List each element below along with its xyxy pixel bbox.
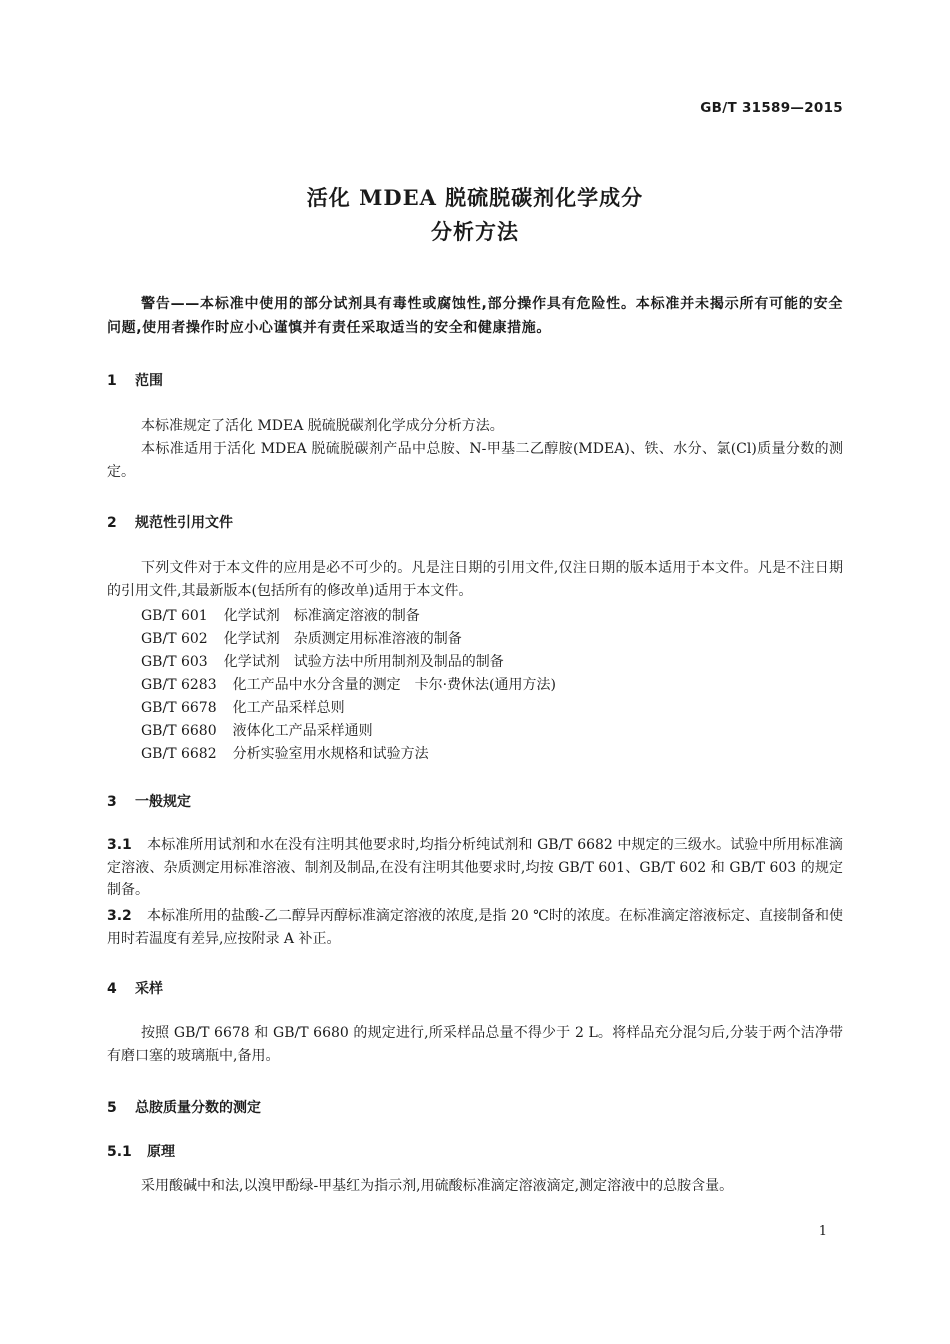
warning-paragraph: 警告——本标准中使用的部分试剂具有毒性或腐蚀性,部分操作具有危险性。本标准并未揭示所有可能的安全问题,使用者操作时应小心谨慎并有责任采取适当的安全和健康措施。	[107, 296, 843, 336]
reference-title: 化学试剂 标准滴定溶液的制备	[223, 608, 420, 624]
reference-code: GB/T 601	[141, 608, 208, 624]
clause-text: 本标准所用试剂和水在没有注明其他要求时,均指分析纯试剂和 GB/T 6682 中规定的三级水。试验中所用标准滴定溶液、杂质测定用标准溶液、制剂及制品,在没有注明其他要求时,均按 GB/T 601、GB/T 602 和 GB/T 603 的规定制备。	[107, 837, 843, 898]
section-number: 1	[107, 373, 117, 389]
document-title: 活化 MDEA 脱硫脱碳剂化学成分	[306, 185, 644, 210]
reference-title: 化学试剂 杂质测定用标准溶液的制备	[223, 631, 462, 647]
standard-code: GB/T 31589—2015	[700, 100, 843, 116]
reference-title: 化学试剂 试验方法中所用制剂及制品的制备	[223, 654, 504, 670]
section-number: 2	[107, 515, 117, 531]
reference-code: GB/T 6680	[141, 723, 217, 739]
section-title: 一般规定	[135, 794, 191, 810]
reference-title: 分析实验室用水规格和试验方法	[232, 746, 429, 762]
subsection-heading-5-1	[107, 1141, 175, 1161]
reference-title: 化工产品采样总则	[232, 700, 345, 716]
section-title: 范围	[135, 373, 163, 389]
reference-item	[141, 651, 504, 671]
clause-number: 3.1	[107, 837, 132, 853]
clause-3-1	[107, 834, 843, 902]
reference-title: 化工产品中水分含量的测定 卡尔·费休法(通用方法)	[232, 677, 556, 693]
section-heading-5	[107, 1097, 261, 1117]
paragraph: 本标准适用于活化 MDEA 脱硫脱碳剂产品中总胺、N-甲基二乙醇胺(MDEA)、铁、水分、氯(Cl)质量分数的测定。	[107, 441, 843, 480]
section-title: 采样	[135, 981, 163, 997]
reference-item	[141, 743, 429, 763]
reference-title: 液体化工产品采样通则	[232, 723, 373, 739]
reference-item	[141, 697, 345, 717]
reference-item	[141, 720, 373, 740]
section-number: 5	[107, 1100, 117, 1116]
subsection-number: 5.1	[107, 1144, 132, 1160]
section-title: 总胺质量分数的测定	[135, 1100, 261, 1116]
clause-3-2	[107, 905, 843, 950]
reference-code: GB/T 602	[141, 631, 208, 647]
section-heading-4	[107, 978, 163, 998]
reference-item	[141, 674, 556, 694]
subsection-title: 原理	[147, 1144, 175, 1160]
reference-code: GB/T 6682	[141, 746, 217, 762]
reference-code: GB/T 6283	[141, 677, 217, 693]
reference-code: GB/T 603	[141, 654, 208, 670]
reference-item	[141, 605, 420, 625]
document-title-line2: 分析方法	[431, 219, 519, 244]
section-heading-3	[107, 791, 191, 811]
section-title: 规范性引用文件	[135, 515, 233, 531]
clause-text: 本标准所用的盐酸-乙二醇异丙醇标准滴定溶液的浓度,是指 20 ℃时的浓度。在标准滴定溶液标定、直接制备和使用时若温度有差异,应按附录 A 补正。	[107, 908, 843, 947]
section-heading-1	[107, 370, 163, 390]
paragraph: 采用酸碱中和法,以溴甲酚绿-甲基红为指示剂,用硫酸标准滴定溶液滴定,测定溶液中的总胺含量。	[141, 1178, 734, 1194]
paragraph: 本标准规定了活化 MDEA 脱硫脱碳剂化学成分分析方法。	[141, 418, 504, 434]
clause-number: 3.2	[107, 908, 132, 924]
page-number: 1	[818, 1224, 827, 1239]
paragraph: 按照 GB/T 6678 和 GB/T 6680 的规定进行,所采样品总量不得少于 2 L。将样品充分混匀后,分装于两个洁净带有磨口塞的玻璃瓶中,备用。	[107, 1025, 843, 1064]
reference-code: GB/T 6678	[141, 700, 217, 716]
section-number: 4	[107, 981, 117, 997]
section-number: 3	[107, 794, 117, 810]
paragraph: 下列文件对于本文件的应用是必不可少的。凡是注日期的引用文件,仅注日期的版本适用于本文件。凡是不注日期的引用文件,其最新版本(包括所有的修改单)适用于本文件。	[107, 560, 843, 599]
section-heading-2	[107, 512, 233, 532]
reference-item	[141, 628, 462, 648]
